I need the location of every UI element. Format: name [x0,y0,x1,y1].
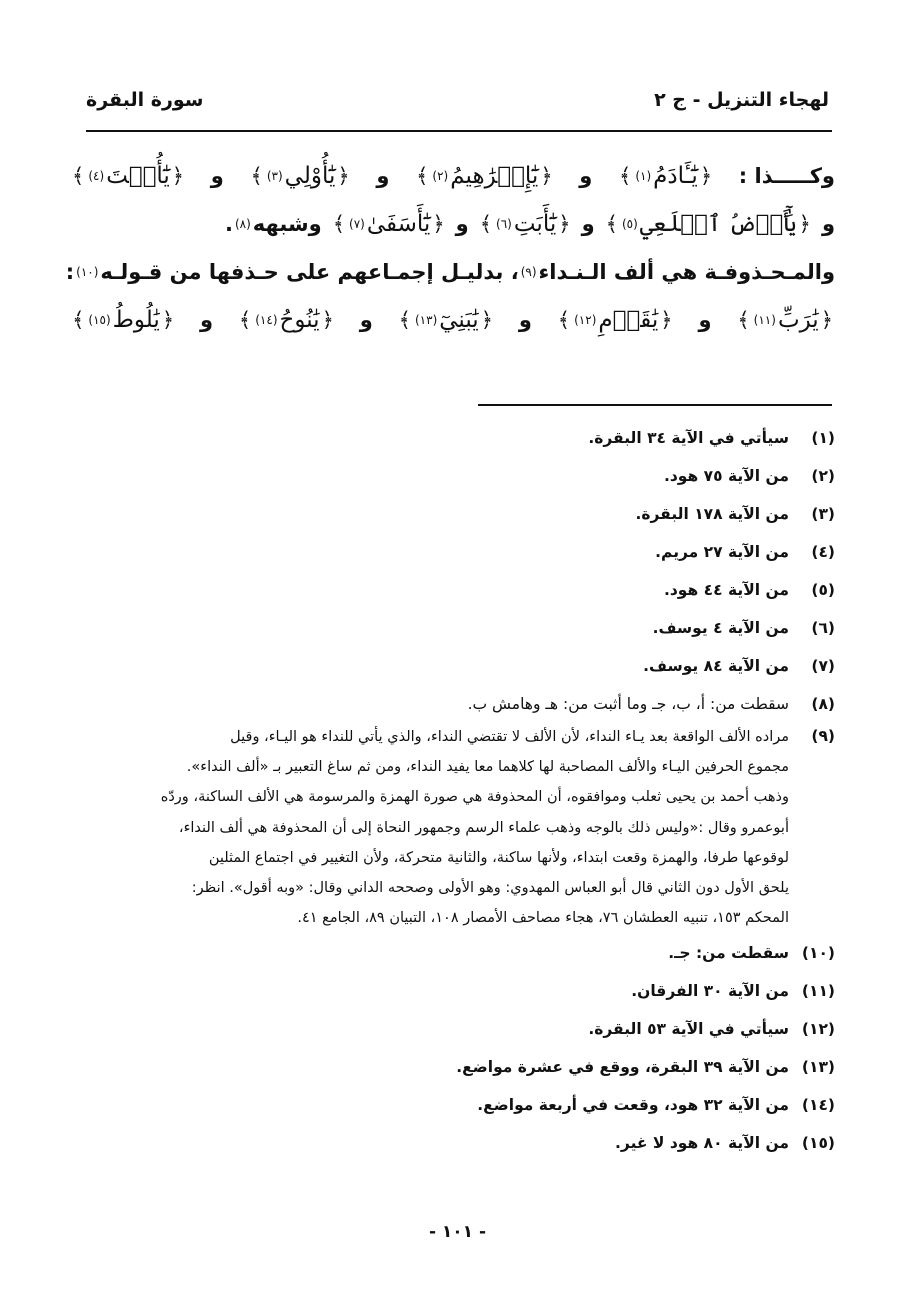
ornament-close-icon: ﴾ [479,212,493,236]
quran-text: يَٰٓإِبۡرَٰهِيمُ [450,163,539,189]
quran-word-1 [617,163,714,189]
footnote [80,1053,835,1091]
footnote [80,1129,835,1167]
quran-word-12 [556,307,675,333]
quran-text: يَٰٓأُوْلِي [284,163,336,189]
conjunction: و [581,212,595,236]
footnote-ref: (٢) [432,169,449,183]
main-tail [225,212,322,236]
sentence-part-1: والمـحـذوفـة هي ألف الـنـداء [538,260,835,284]
ornament-open-icon: ﴿ [480,308,494,332]
ornament-close-icon: ﴾ [605,212,618,236]
footnote-ref: (١٤) [255,313,278,327]
footnote-text: من الآية ٤ يوسف. [652,619,789,637]
main-line-3 [65,248,835,296]
quran-word-4 [70,163,186,189]
quran-text: يَٰٓـَٔادَمُ [653,163,698,189]
ornament-close-icon: ﴾ [557,308,571,332]
quran-text: يَٰقَوۡمِ [598,307,659,333]
footnote [80,690,835,722]
main-lead: وكـــــذا : [738,164,835,188]
footnote-number: (١٠) [801,944,835,963]
footnote-ref: (٨) [234,217,251,231]
quran-word-6 [478,211,573,237]
footnote-ref: (٥) [621,217,638,231]
footnote-text: سيأتي في الآية ٥٣ البقرة. [588,1020,789,1039]
footnote-text: من الآية ٢٧ مريم. [655,543,789,561]
footnote-number: (٨) [811,695,835,713]
page-number: - ١٠١ - [428,1222,487,1242]
footnote [80,722,835,933]
footnote-number: (١٢) [801,1020,835,1039]
footnote-text [80,722,789,933]
ornament-close-icon: ﴾ [737,308,750,332]
quran-text: يَٰلُوطُ [112,307,160,333]
footnote-text: من الآية ٧٥ هود. [663,467,789,485]
quran-word-5 [604,211,813,237]
footnote-ref: (١) [635,169,652,183]
footnote-number: (١٤) [801,1096,835,1115]
footnote [80,1015,835,1053]
colon: : [65,260,75,284]
quran-word-2 [414,163,555,189]
ornament-close-icon: ﴾ [416,164,429,188]
footnote-rule [478,404,832,406]
footnote-ref: (٧) [349,217,365,231]
footnote-text: سيأتي في الآية ٣٤ البقرة. [588,429,789,447]
footnote [80,614,835,652]
footnote-line: أبوعمرو وقال :«وليس ذلك بالوجه وذهب علماء الرسم وجمهور النحاة إلى أن المحذوفة هي ألف النداء، [178,819,789,836]
conjunction: و [518,308,532,332]
footnote-number: (٧) [811,657,835,675]
conjunction: و [821,212,835,236]
footnote-number: (٣) [811,505,835,523]
footnote-number: (١٥) [801,1134,835,1153]
footnote-ref: (٩) [520,265,537,279]
quran-text: يَٰٓأُخۡتَ [106,163,170,189]
quran-text: يَٰٓأَبَتِ [513,211,557,237]
footnote-number: (٥) [811,581,835,599]
main-line-4 [70,296,835,344]
main-line-2 [70,200,835,248]
footnote [80,424,835,462]
quran-text: يَٰنُوحُ [279,307,320,333]
conjunction: و [455,212,469,236]
quran-text: يَٰٓأَرۡضُ ٱبۡلَعِي [639,211,797,237]
footnote-number: (١١) [801,982,835,1001]
quran-word-11 [735,307,835,333]
ornament-open-icon: ﴿ [558,212,571,236]
surah-title: سورة البقرة [86,89,204,111]
main-sentence [66,260,835,284]
conjunction: و [210,164,224,188]
ornament-close-icon: ﴾ [238,308,252,332]
ornament-close-icon: ﴾ [332,212,345,236]
footnote-number: (١) [811,429,835,447]
quran-word-3 [249,163,352,189]
footnote-number: (٢) [811,467,835,485]
quran-word-14 [237,307,336,333]
ornament-close-icon: ﴾ [72,164,85,188]
footnote-ref: (٦) [496,217,512,231]
footnote-line: لوقوعها طرفا، والهمزة وقعت ابتداء، ولأنها ساكنة، والثانية متحركة، ولأن التغيير في اجتماع المثلين [208,849,789,866]
footnotes [80,424,835,1167]
footnote [80,652,835,690]
footnote-text: سقطت من: جـ. [668,944,789,963]
footnote-ref: (١٥) [88,313,111,327]
header-rule [86,130,832,132]
main-text [65,152,835,344]
footnote-line: يلحق الأول دون الثاني قال أبو العباس المهدوي: وهو الأولى وصححه الداني وقال: «وبه أقول». انظر: [191,880,789,897]
footnote-text: من الآية ١٧٨ البقرة. [635,505,789,523]
sentence-part-2: ، بدليـل إجمـاعهم على حـذفها من قـولـه [100,260,519,284]
footnote-ref: (١١) [753,313,776,327]
footnote-text: من الآية ٣٠ الفرقان. [631,982,789,1001]
footnote-ref: (٣) [266,169,283,183]
ornament-open-icon: ﴿ [321,308,334,332]
conjunction: و [376,164,390,188]
footnote [80,500,835,538]
footnote-number: (٩) [811,727,835,745]
full-stop: . [224,212,233,236]
footnote [80,576,835,614]
footnote-text: من الآية ٨٠ هود لا غير. [615,1134,789,1153]
quran-word-15 [70,307,176,333]
quran-text: يَٰٓأَسَفَىٰ [366,211,431,237]
ornament-close-icon: ﴾ [72,308,85,332]
conjunction: و [200,308,214,332]
footnote-text: سقطت من: أ، ب، جـ وما أثبت من: هـ وهامش ب. [467,695,789,713]
footnote [80,1091,835,1129]
tail-text: وشبهه [252,212,322,236]
quran-text: يَٰبَنِيٓ [439,307,479,333]
footnote-line: المحكم ١٥٣، تنبيه العطشان ٧٦، هجاء مصاحف الأمصار ١٠٨، التبيان ٨٩، الجامع ٤١. [297,910,789,927]
ornament-close-icon: ﴾ [398,308,411,332]
footnote-text: من الآية ٣٢ هود، وقعت في أربعة مواضع. [477,1096,789,1115]
running-head [86,84,829,116]
footnote [80,538,835,576]
main-line-1 [70,152,835,200]
ornament-open-icon: ﴿ [699,164,713,188]
ornament-open-icon: ﴿ [432,212,445,236]
footnote-text: من الآية ٣٩ البقرة، ووقع في عشرة مواضع. [456,1058,789,1077]
footnote-line: مراده الألف الواقعة بعد يـاء النداء، لأن الألف لا تقتضي النداء، والذي يأتي للنداء هو اليـاء، وقيل [230,729,789,745]
footnote-text: من الآية ٨٤ يوسف. [643,657,789,675]
conjunction: و [698,308,712,332]
ornament-open-icon: ﴿ [798,212,811,236]
footnote-ref: (١٣) [414,313,438,327]
ornament-open-icon: ﴿ [161,308,175,332]
ornament-close-icon: ﴾ [619,164,632,188]
footnote-ref: (٤) [88,169,105,183]
ornament-open-icon: ﴿ [171,164,185,188]
footnote [80,977,835,1015]
footnote-number: (٦) [811,619,835,637]
footnote-ref: (١٢) [574,313,597,327]
footnote-number: (٤) [811,543,835,561]
footnote-line: وذهب أحمد بن يحيى ثعلب وموافقوه، أن المحذوفة هي صورة الهمزة والمرسومة هي الألف الساكنة، وردّه [160,789,789,806]
quran-word-7 [331,211,447,237]
footnote-line: مجموع الحرفين اليـاء والألف المصاحبة لها كلاهما معا يفيد النداء، ومن ثم ساغ التعبير بـ «ألف النداء». [186,759,789,776]
footnote [80,462,835,500]
footnote-number: (١٣) [801,1058,835,1077]
ornament-open-icon: ﴿ [337,164,350,188]
ornament-open-icon: ﴿ [820,308,833,332]
ornament-open-icon: ﴿ [660,308,673,332]
footnote [80,939,835,977]
ornament-open-icon: ﴿ [540,164,553,188]
footnote-ref: (١٠) [76,265,99,279]
conjunction: و [359,308,373,332]
book-title: لهجاء التنزيل - ج ٢ [654,89,829,111]
quran-text: يَٰرَبِّ [777,307,819,333]
footnote-text: من الآية ٤٤ هود. [663,581,789,599]
ornament-close-icon: ﴾ [250,164,263,188]
conjunction: و [579,164,593,188]
quran-word-13 [397,307,495,333]
